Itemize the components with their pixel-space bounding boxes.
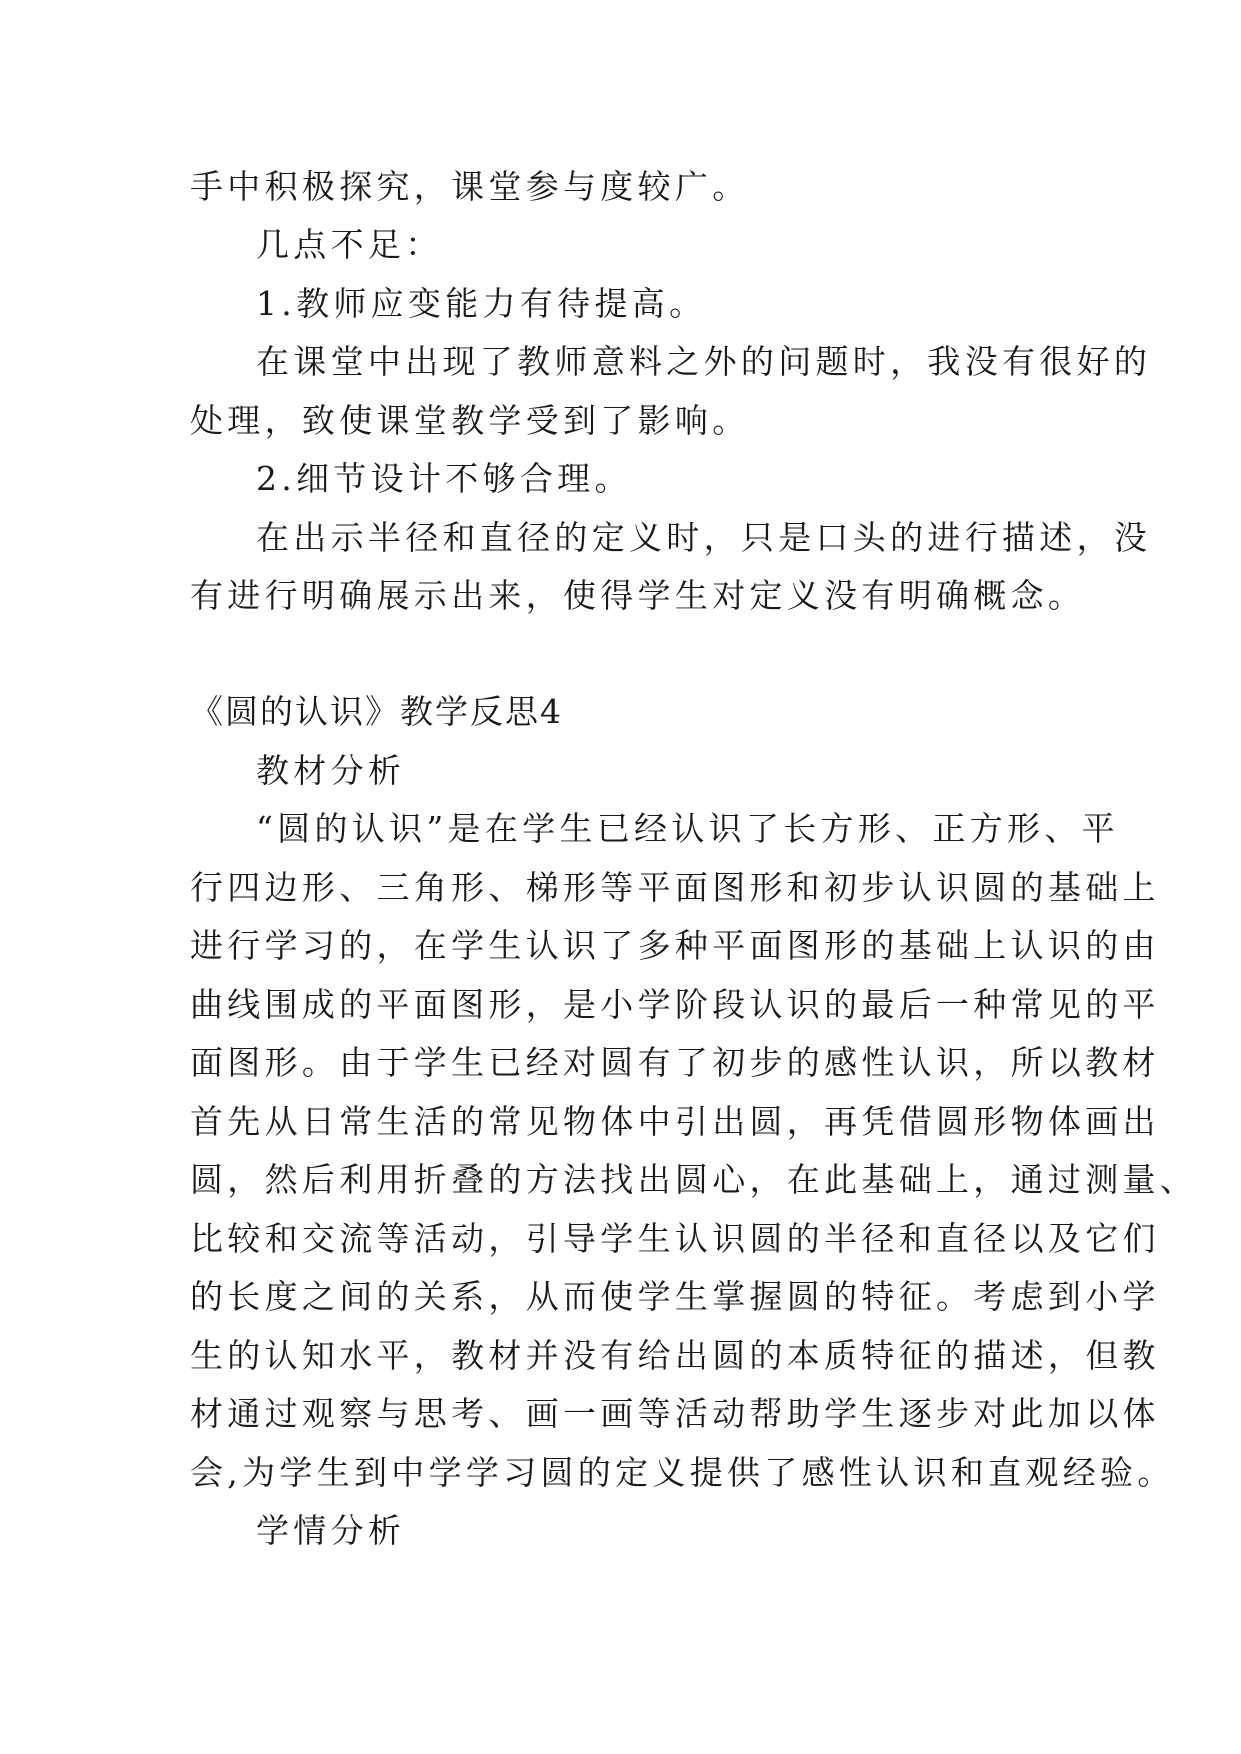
point2-heading: 2.细节设计不够合理。 xyxy=(256,459,632,498)
material-line: 首先从日常生活的常见物体中引出圆，再凭借圆形物体画出 xyxy=(190,1102,1160,1141)
point2-body-line2: 有进行明确展示出来，使得学生对定义没有明确概念。 xyxy=(190,576,1086,615)
material-line: 会,为学生到中学学习圆的定义提供了感性认识和直观经验。 xyxy=(190,1453,1175,1492)
point2-body-line1: 在出示半径和直径的定义时，只是口头的进行描述，没 xyxy=(256,518,1152,557)
material-line: 曲线围成的平面图形，是小学阶段认识的最后一种常见的平 xyxy=(190,985,1160,1024)
material-line: 圆，然后利用折叠的方法找出圆心，在此基础上，通过测量、 xyxy=(190,1160,1198,1199)
section-title: 《圆的认识》教学反思4 xyxy=(190,692,563,731)
material-line: 比较和交流等活动，引导学生认识圆的半径和直径以及它们 xyxy=(190,1219,1160,1258)
point1-body-line1: 在课堂中出现了教师意料之外的问题时，我没有很好的 xyxy=(256,342,1152,381)
students-heading: 学情分析 xyxy=(256,1511,406,1550)
material-line: 的长度之间的关系，从而使学生掌握圆的特征。考虑到小学 xyxy=(190,1277,1160,1316)
material-line: 行四边形、三角形、梯形等平面图形和初步认识圆的基础上 xyxy=(190,868,1160,907)
material-line: 面图形。由于学生已经对圆有了初步的感性认识，所以教材 xyxy=(190,1043,1160,1082)
shortcomings-heading: 几点不足： xyxy=(256,225,443,264)
material-line: 材通过观察与思考、画一画等活动帮助学生逐步对此加以体 xyxy=(190,1394,1160,1433)
material-line: 进行学习的，在学生认识了多种平面图形的基础上认识的由 xyxy=(190,926,1160,965)
material-line: “圆的认识”是在学生已经认识了长方形、正方形、平 xyxy=(256,809,1119,848)
material-line: 生的认知水平，教材并没有给出圆的本质特征的描述，但教 xyxy=(190,1336,1160,1375)
material-heading: 教材分析 xyxy=(256,751,406,790)
point1-body-line2: 处理，致使课堂教学受到了影响。 xyxy=(190,401,750,440)
paragraph-continuation: 手中积极探究，课堂参与度较广。 xyxy=(190,167,750,206)
point1-heading: 1.教师应变能力有待提高。 xyxy=(256,284,707,323)
